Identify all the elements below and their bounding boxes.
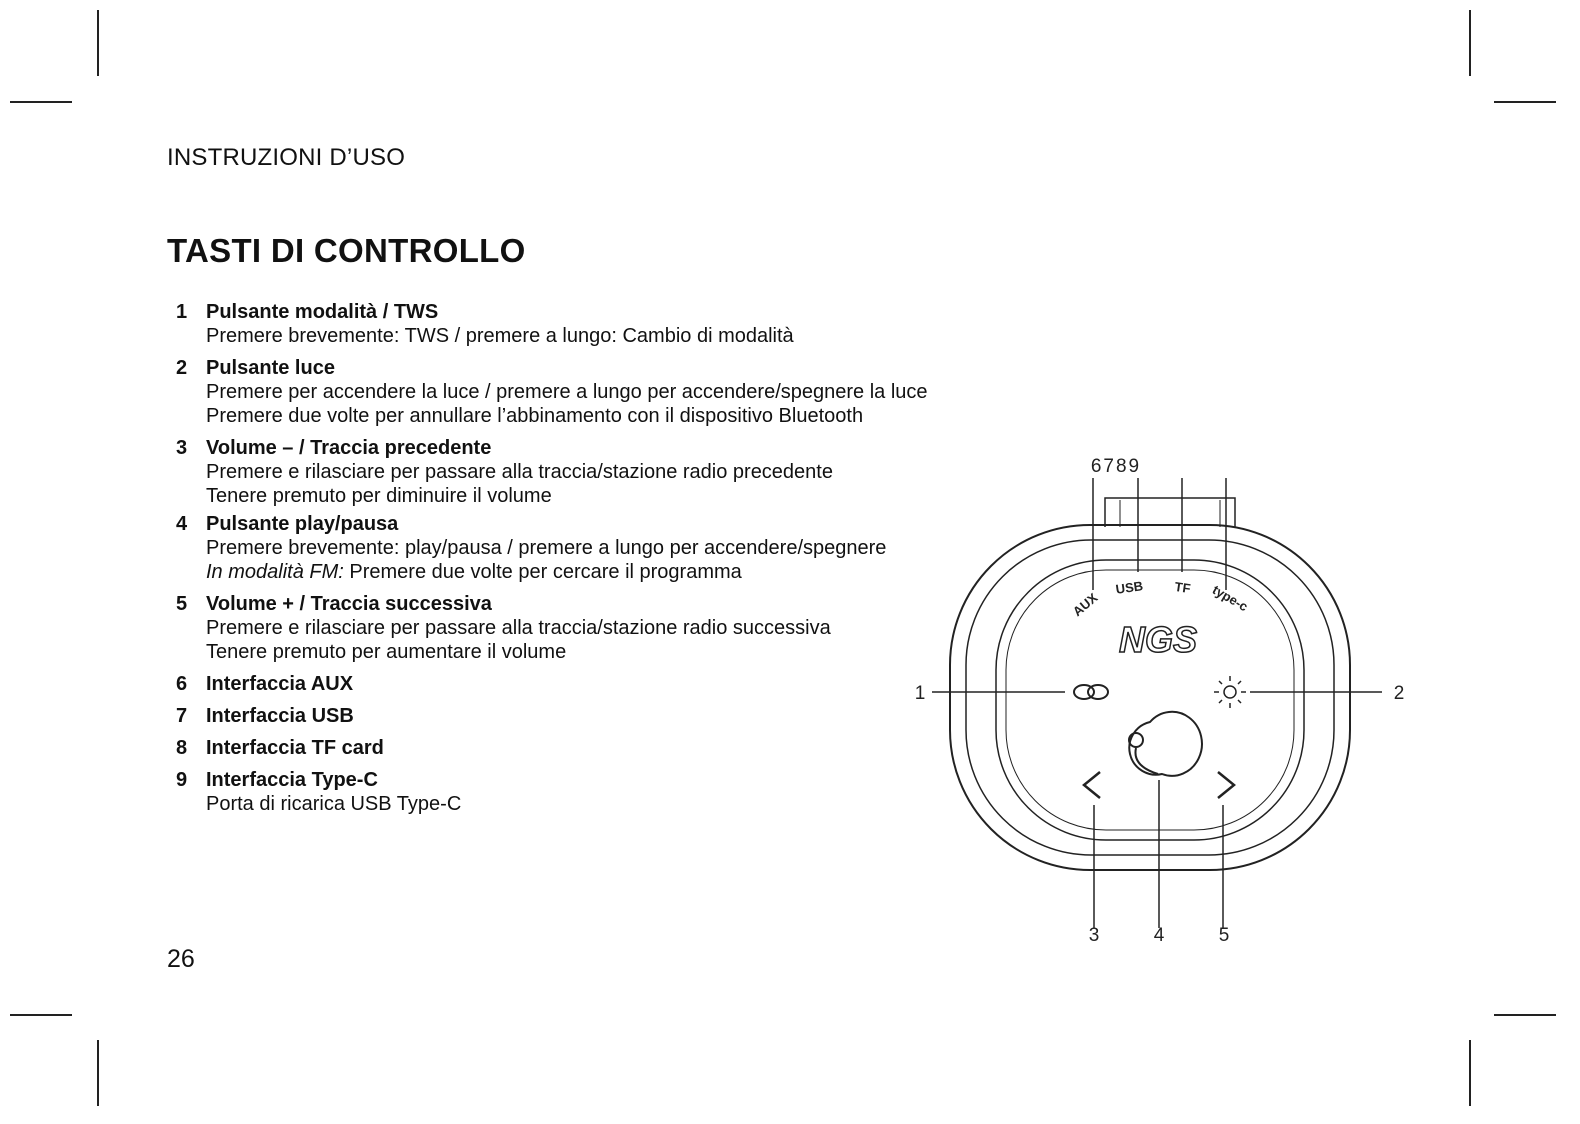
- aux-port-label: AUX: [1069, 589, 1101, 620]
- item-number: 7: [176, 705, 188, 727]
- list-item: [176, 736, 976, 760]
- crop-mark: [1494, 1014, 1556, 1016]
- list-item: [176, 592, 976, 664]
- typec-port-label: type-c: [1209, 582, 1251, 615]
- item-title: Volume + / Traccia successiva: [206, 593, 492, 615]
- item-description: Premere brevemente: TWS / premere a lungo: Cambio di modalità: [206, 325, 794, 347]
- tf-port-label: TF: [1173, 579, 1192, 597]
- callout-1: 1: [914, 683, 926, 704]
- item-number: 9: [176, 769, 188, 791]
- callout-4: 4: [1153, 925, 1165, 946]
- item-description: Premere per accendere la luce / premere a lungo per accendere/spegnere la luce: [206, 381, 928, 403]
- list-item: [176, 300, 976, 348]
- list-item: [176, 672, 976, 696]
- item-title: Interfaccia AUX: [206, 673, 354, 695]
- brand-logo: NGS: [1118, 619, 1198, 660]
- item-number: 1: [176, 301, 188, 323]
- list-item: [176, 704, 976, 728]
- item-number: 5: [176, 593, 188, 615]
- speaker-outer-body: [950, 525, 1350, 870]
- next-chevron-icon[interactable]: [1218, 772, 1234, 798]
- item-description-fm: [206, 560, 976, 584]
- list-item: [176, 768, 976, 816]
- crop-mark: [1469, 1040, 1471, 1106]
- usb-port-label: USB: [1114, 578, 1145, 597]
- item-title: Pulsante modalità / TWS: [206, 301, 439, 323]
- list-item: [176, 356, 976, 428]
- mode-tws-icon[interactable]: [1074, 685, 1108, 699]
- item-description: Tenere premuto per aumentare il volume: [206, 641, 567, 663]
- page-number: 26: [167, 945, 195, 973]
- control-list: [176, 300, 976, 816]
- item-description: Premere e rilasciare per passare alla traccia/stazione radio successiva: [206, 617, 831, 639]
- item-description: Premere brevemente: play/pausa / premere a lungo per accendere/spegnere: [206, 537, 887, 559]
- previous-chevron-icon[interactable]: [1084, 772, 1100, 798]
- item-number: 2: [176, 357, 188, 379]
- list-item: [176, 436, 976, 508]
- item-description: Tenere premuto per diminuire il volume: [206, 485, 552, 507]
- speaker-body-edge: [966, 540, 1334, 855]
- crop-mark: [10, 1014, 72, 1016]
- crop-mark: [1494, 101, 1556, 103]
- fm-mode-label: In modalità FM:: [206, 561, 344, 583]
- callout-5: 5: [1218, 925, 1230, 946]
- item-number: 8: [176, 737, 188, 759]
- item-title: Pulsante luce: [206, 357, 335, 379]
- item-title: Interfaccia Type-C: [206, 769, 378, 791]
- list-item: [176, 512, 976, 584]
- crop-mark: [97, 10, 99, 76]
- item-title: Pulsante play/pausa: [206, 513, 399, 535]
- callout-2: 2: [1393, 683, 1405, 704]
- item-number: 3: [176, 437, 188, 459]
- section-header: INSTRUZIONI D’USO: [167, 144, 406, 171]
- item-description: Premere due volte per annullare l’abbinamento con il dispositivo Bluetooth: [206, 405, 864, 427]
- callout-top-numbers: 6789: [1090, 456, 1142, 477]
- fm-mode-text: Premere due volte per cercare il programma: [343, 561, 742, 583]
- speaker-inner-ring: [996, 560, 1304, 840]
- speaker-inner-ring-2: [1006, 570, 1294, 830]
- item-number: 6: [176, 673, 188, 695]
- item-description: Premere e rilasciare per passare alla traccia/stazione radio precedente: [206, 461, 833, 483]
- crop-mark: [1469, 10, 1471, 76]
- item-title: Interfaccia USB: [206, 705, 354, 727]
- crop-mark: [10, 101, 72, 103]
- item-number: 4: [176, 513, 188, 535]
- port-cover: [1105, 498, 1235, 527]
- callout-3: 3: [1088, 925, 1100, 946]
- item-description: Porta di ricarica USB Type-C: [206, 793, 462, 815]
- crop-mark: [97, 1040, 99, 1106]
- light-sun-icon[interactable]: [1214, 676, 1246, 708]
- play-pause-icon[interactable]: [1129, 712, 1202, 776]
- speaker-diagram: [900, 440, 1430, 960]
- item-title: Interfaccia TF card: [206, 737, 384, 759]
- page-title: TASTI DI CONTROLLO: [167, 232, 526, 269]
- item-title: Volume – / Traccia precedente: [206, 437, 492, 459]
